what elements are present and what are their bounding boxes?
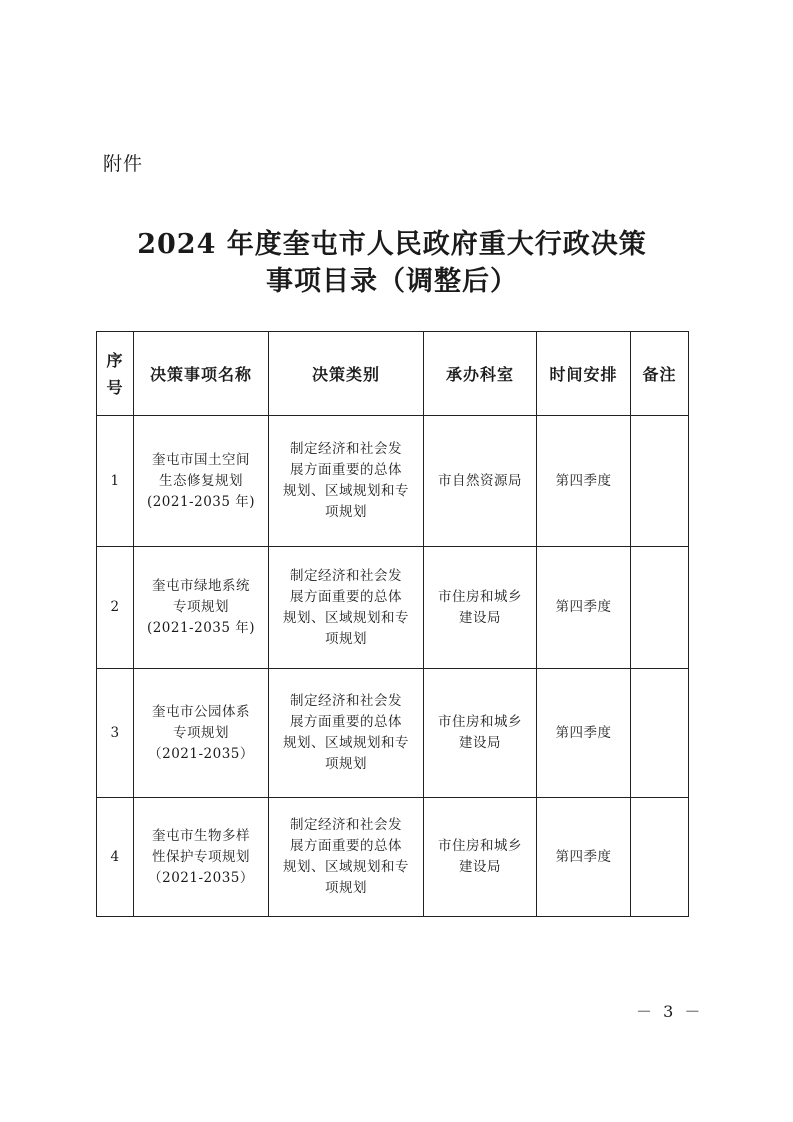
row-remarks: [631, 547, 689, 669]
row-category-line: 制定经济和社会发: [290, 817, 402, 833]
row-name-line: (2021-2035 年): [146, 493, 256, 510]
row-schedule: 第四季度: [537, 798, 631, 917]
row-seq: 4: [97, 798, 134, 917]
row-name-line: 专项规划: [173, 724, 229, 741]
row-category-line: 展方面重要的总体: [290, 462, 402, 478]
row-department-line: 市住房和城乡: [438, 588, 522, 605]
table-header-row: [97, 332, 689, 416]
row-department: [424, 416, 537, 547]
header-name: 决策事项名称: [134, 332, 269, 416]
row-category-line: 规划、区域规划和专: [283, 735, 409, 751]
row-name-line: 奎屯市生物多样: [152, 827, 250, 844]
row-category-line: 项规划: [325, 880, 367, 896]
row-department-line: 建设局: [459, 609, 501, 626]
row-name-line: （2021-2035）: [148, 745, 254, 762]
row-category-line: 规划、区域规划和专: [283, 859, 409, 875]
decision-catalog-table: [96, 331, 689, 917]
row-category-line: 展方面重要的总体: [290, 838, 402, 854]
row-category: [269, 669, 424, 798]
row-name-line: 奎屯市绿地系统: [152, 578, 250, 594]
header-schedule: 时间安排: [537, 332, 631, 416]
row-name-line: (2021-2035 年): [146, 620, 256, 636]
row-name-line: 奎屯市公园体系: [152, 703, 250, 720]
row-department: [424, 798, 537, 917]
row-category: [269, 416, 424, 547]
page-number: － 3 －: [636, 1002, 704, 1021]
table-row: [97, 798, 689, 917]
row-category: [269, 798, 424, 917]
row-name-line: 奎屯市国土空间: [152, 451, 250, 468]
row-category-line: 制定经济和社会发: [290, 693, 402, 709]
row-name-line: 生态修复规划: [159, 472, 243, 489]
row-remarks: [631, 798, 689, 917]
header-department: 承办科室: [424, 332, 537, 416]
row-category-line: 规划、区域规划和专: [283, 483, 409, 499]
row-name: [134, 547, 269, 669]
row-schedule: 第四季度: [537, 416, 631, 547]
table-row: [97, 669, 689, 798]
row-seq: 2: [97, 547, 134, 669]
row-name-line: 专项规划: [173, 599, 229, 615]
row-category: [269, 547, 424, 669]
row-category-line: 项规划: [325, 630, 367, 647]
row-department-line: 建设局: [459, 859, 501, 875]
header-category: 决策类别: [269, 332, 424, 416]
row-department-line: 市住房和城乡: [438, 714, 522, 730]
row-remarks: [631, 669, 689, 798]
row-name-line: 性保护专项规划: [152, 848, 250, 865]
table-row: [97, 547, 689, 669]
row-name: [134, 416, 269, 547]
row-department-line: 建设局: [459, 735, 501, 751]
row-name: [134, 669, 269, 798]
row-department: [424, 669, 537, 798]
attachment-label: 附件: [103, 153, 144, 175]
row-department: [424, 547, 537, 669]
row-department-line: 市住房和城乡: [438, 838, 522, 854]
row-seq: 3: [97, 669, 134, 798]
row-schedule: 第四季度: [537, 547, 631, 669]
row-category-line: 项规划: [325, 756, 367, 772]
row-schedule: 第四季度: [537, 669, 631, 798]
header-seq-char-2: 号: [106, 377, 124, 397]
header-seq-char-1: 序: [106, 350, 124, 370]
header-remarks: 备注: [631, 332, 689, 416]
table-row: [97, 416, 689, 547]
row-category-line: 制定经济和社会发: [290, 441, 402, 457]
header-seq: [97, 332, 134, 416]
row-seq: 1: [97, 416, 134, 547]
row-category-line: 展方面重要的总体: [290, 588, 402, 605]
row-category-line: 规划、区域规划和专: [283, 609, 409, 626]
document-title-line-2: 事项目录（调整后）: [266, 266, 518, 297]
document-title-line-1: 2024 年度奎屯市人民政府重大行政决策: [137, 229, 647, 260]
row-name-line: （2021-2035）: [148, 869, 254, 886]
row-department-line: 市自然资源局: [438, 472, 522, 489]
row-category-line: 项规划: [325, 504, 367, 520]
row-name: [134, 798, 269, 917]
row-remarks: [631, 416, 689, 547]
row-category-line: 展方面重要的总体: [290, 714, 402, 730]
row-category-line: 制定经济和社会发: [290, 567, 402, 584]
